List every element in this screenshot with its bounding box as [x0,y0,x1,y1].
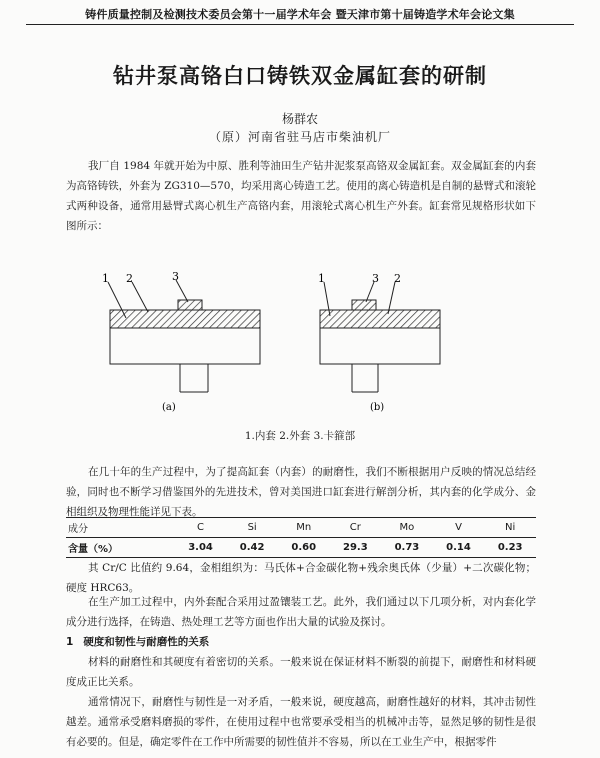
table-cell: 0.42 [239,542,265,553]
fig-a-label-3: 3 [172,270,179,283]
paper-title: 钻井泵高铬白口铸铁双金属缸套的研制 [113,63,487,88]
table-header-cell: Mn [296,522,312,533]
table-cell: 0.60 [291,542,317,553]
table-cell: 0.14 [446,542,471,553]
liner-figure [90,270,510,420]
intro-paragraph: 我厂自 1984 年就开始为中原、胜利等油田生产钻井泥浆泵高铬双金属缸套。双金属缸套的内套为高铬铸铁，外套为 ZG310—570，均采用离心铸造工艺。使用的离心铸造机是自制的悬臂式和滚轮式两种设备，通常用悬臂式离心机生产高铬内套，用滚轮式离心机生产外套。缸套常见规格形状如下图所示： [66,160,536,232]
fig-a-label-1: 1 [102,272,109,285]
fig-a-sublabel: (a) [162,402,176,413]
proceedings-header: 铸件质量控制及检测技术委员会第十一届学术年会 暨天津市第十届铸造学术年会论文集 [85,8,515,21]
table-cell: 0.73 [394,542,420,553]
microstructure-paragraph: 其 Cr/C 比值约 9.64，金相组织为：马氏体+合金碳化物+残余奥氏体（少量）+二次碳化物；硬度 HRC63。 [66,562,536,594]
fig-b-label-1: 1 [318,272,325,285]
table-header-cell: 成分 [68,524,88,535]
table-header-row [66,518,536,538]
figure-caption: 1.内套 2.外套 3.卡箍部 [244,430,356,442]
table-row [66,538,536,558]
table-header-cell: Ni [505,522,516,533]
section-heading [66,634,209,649]
composition-table [66,517,536,558]
section-number: 1 [66,636,74,648]
author: 杨群农 [281,112,318,126]
fig-b-label-3: 3 [372,272,379,285]
toughness-paragraph: 通常情况下，耐磨性与韧性是一对矛盾，一般来说，硬度越高，耐磨性越好的材料，其冲击韧性越差。通常承受磨料磨损的零件，在使用过程中也常要承受相当的机械冲击等，显然足够的韧性是很有必要的。但是，确定零件在工作中所需要的韧性值并不容易，所以在工业生产中，根据零件 [66,696,536,748]
table-header-cell: Cr [349,522,361,533]
table-cell: 29.3 [342,542,368,553]
table-header-cell: Mo [399,522,415,533]
process-paragraph: 在生产加工过程中，内外套配合采用过盈镶装工艺。此外，我们通过以下几项分析，对内套化学成分进行选择，在铸造、热处理工艺等方面也作出大量的试验及探讨。 [66,596,536,628]
fig-a-label-2: 2 [126,272,133,285]
table-header-cell: Si [247,522,257,533]
affiliation: （原）河南省驻马店市柴油机厂 [208,130,391,144]
figure-b-drawing [318,272,440,413]
composition-intro-paragraph: 在几十年的生产过程中，为了提高缸套（内套）的耐磨性，我们不断根据用户反映的情况总结经验，同时也不断学习借鉴国外的先进技术，曾对美国进口缸套进行解剖分析，其内套的化学成分、金相组织及物理性能详见下表。 [66,466,536,518]
table-header-cell: V [455,522,462,533]
hardness-paragraph: 材料的耐磨性和其硬度有着密切的关系。一般来说在保证材料不断裂的前提下，耐磨性和材料硬度成正比关系。 [66,656,536,688]
section-title: 硬度和韧性与耐磨性的关系 [83,636,210,648]
fig-b-label-2: 2 [394,272,401,285]
header-rule [26,24,574,25]
table-cell: 3.04 [188,542,213,553]
figure-a-drawing [102,270,260,413]
fig-b-sublabel: (b) [370,402,385,413]
table-cell: 0.23 [497,542,523,553]
table-header-cell: C [197,522,205,533]
table-row-label: 含量（%） [68,544,119,555]
